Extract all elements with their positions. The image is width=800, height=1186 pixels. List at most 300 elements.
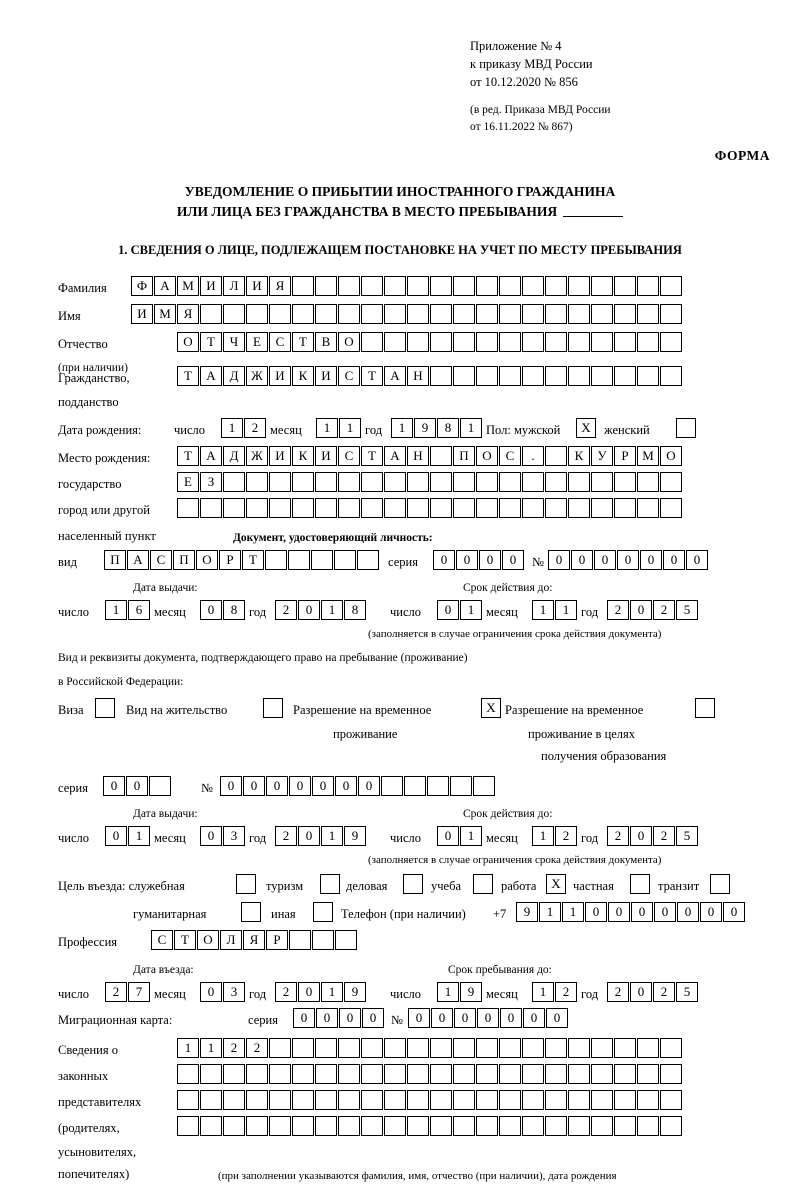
- cell[interactable]: [312, 930, 334, 950]
- cell[interactable]: Ж: [246, 366, 268, 386]
- cell[interactable]: [614, 498, 636, 518]
- birth-month-cells[interactable]: [316, 418, 362, 438]
- cell[interactable]: 0: [312, 776, 334, 796]
- cell[interactable]: [338, 1064, 360, 1084]
- cell[interactable]: 2: [555, 982, 577, 1002]
- profession-cells[interactable]: [151, 930, 358, 950]
- permit-number-cells[interactable]: [220, 776, 496, 796]
- purpose-transit-checkbox[interactable]: [710, 874, 730, 894]
- cell[interactable]: [614, 1116, 636, 1136]
- cell[interactable]: [453, 1116, 475, 1136]
- cell[interactable]: [522, 1038, 544, 1058]
- cell[interactable]: [522, 472, 544, 492]
- cell[interactable]: 0: [454, 1008, 476, 1028]
- cell[interactable]: С: [150, 550, 172, 570]
- cell[interactable]: [476, 472, 498, 492]
- cell[interactable]: [568, 304, 590, 324]
- cell[interactable]: 0: [654, 902, 676, 922]
- entry-day-cells[interactable]: [105, 982, 151, 1002]
- cell[interactable]: [246, 1116, 268, 1136]
- cell[interactable]: И: [200, 276, 222, 296]
- cell[interactable]: 0: [433, 550, 455, 570]
- cell[interactable]: 6: [128, 600, 150, 620]
- cell[interactable]: [453, 276, 475, 296]
- stay-year-cells[interactable]: [607, 982, 699, 1002]
- cell[interactable]: [545, 276, 567, 296]
- cell[interactable]: 0: [358, 776, 380, 796]
- cell[interactable]: А: [200, 446, 222, 466]
- cell[interactable]: 1: [200, 1038, 222, 1058]
- cell[interactable]: [384, 276, 406, 296]
- cell[interactable]: [614, 304, 636, 324]
- cell[interactable]: [292, 472, 314, 492]
- cell[interactable]: 0: [500, 1008, 522, 1028]
- cell[interactable]: 2: [555, 826, 577, 846]
- cell[interactable]: 2: [607, 600, 629, 620]
- doc-issue-day-cells[interactable]: [105, 600, 151, 620]
- cell[interactable]: [223, 472, 245, 492]
- cell[interactable]: 0: [456, 550, 478, 570]
- purpose-other-checkbox[interactable]: [313, 902, 333, 922]
- cell[interactable]: Е: [177, 472, 199, 492]
- cell[interactable]: К: [292, 446, 314, 466]
- cell[interactable]: [407, 304, 429, 324]
- cell[interactable]: 2: [653, 600, 675, 620]
- cell[interactable]: [269, 1090, 291, 1110]
- temp-residence-checkbox[interactable]: X: [481, 698, 501, 718]
- birth-state-cells[interactable]: [177, 446, 683, 466]
- cell[interactable]: [338, 1038, 360, 1058]
- cell[interactable]: [361, 304, 383, 324]
- cell[interactable]: [384, 472, 406, 492]
- cell[interactable]: Р: [614, 446, 636, 466]
- cell[interactable]: [591, 472, 613, 492]
- cell[interactable]: [591, 366, 613, 386]
- cell[interactable]: [522, 498, 544, 518]
- cell[interactable]: Т: [361, 366, 383, 386]
- migration-card-number-cells[interactable]: [408, 1008, 569, 1028]
- cell[interactable]: [499, 472, 521, 492]
- cell[interactable]: [637, 1064, 659, 1084]
- cell[interactable]: [430, 366, 452, 386]
- cell[interactable]: 9: [344, 982, 366, 1002]
- cell[interactable]: [453, 1090, 475, 1110]
- cell[interactable]: 8: [223, 600, 245, 620]
- cell[interactable]: [269, 304, 291, 324]
- legal-rep-cells-1[interactable]: [177, 1038, 683, 1058]
- cell[interactable]: И: [246, 276, 268, 296]
- cell[interactable]: [522, 1090, 544, 1110]
- cell[interactable]: [177, 1116, 199, 1136]
- cell[interactable]: М: [154, 304, 176, 324]
- cell[interactable]: 1: [555, 600, 577, 620]
- cell[interactable]: [660, 1090, 682, 1110]
- cell[interactable]: [407, 1064, 429, 1084]
- cell[interactable]: 0: [362, 1008, 384, 1028]
- cell[interactable]: Я: [243, 930, 265, 950]
- cell[interactable]: [522, 366, 544, 386]
- purpose-study-checkbox[interactable]: [473, 874, 493, 894]
- citizenship-cells[interactable]: [177, 366, 683, 386]
- cell[interactable]: [269, 1116, 291, 1136]
- cell[interactable]: З: [200, 472, 222, 492]
- cell[interactable]: [223, 498, 245, 518]
- cell[interactable]: [246, 498, 268, 518]
- cell[interactable]: [407, 332, 429, 352]
- cell[interactable]: [476, 1116, 498, 1136]
- cell[interactable]: [591, 1116, 613, 1136]
- cell[interactable]: [407, 276, 429, 296]
- cell[interactable]: 0: [479, 550, 501, 570]
- cell[interactable]: 1: [460, 826, 482, 846]
- cell[interactable]: [315, 1116, 337, 1136]
- cell[interactable]: [292, 276, 314, 296]
- cell[interactable]: 0: [523, 1008, 545, 1028]
- permit-issue-month-cells[interactable]: [200, 826, 246, 846]
- cell[interactable]: [614, 1038, 636, 1058]
- cell[interactable]: [246, 472, 268, 492]
- cell[interactable]: [522, 276, 544, 296]
- birth-city-cells-1[interactable]: [177, 472, 683, 492]
- cell[interactable]: [637, 498, 659, 518]
- cell[interactable]: [591, 276, 613, 296]
- cell[interactable]: 5: [676, 982, 698, 1002]
- cell[interactable]: [311, 550, 333, 570]
- cell[interactable]: [545, 1090, 567, 1110]
- cell[interactable]: 0: [431, 1008, 453, 1028]
- cell[interactable]: [614, 366, 636, 386]
- cell[interactable]: В: [315, 332, 337, 352]
- cell[interactable]: С: [269, 332, 291, 352]
- cell[interactable]: Ч: [223, 332, 245, 352]
- cell[interactable]: [637, 332, 659, 352]
- cell[interactable]: И: [131, 304, 153, 324]
- cell[interactable]: [453, 1064, 475, 1084]
- cell[interactable]: 0: [700, 902, 722, 922]
- cell[interactable]: 0: [546, 1008, 568, 1028]
- cell[interactable]: М: [177, 276, 199, 296]
- cell[interactable]: 0: [663, 550, 685, 570]
- cell[interactable]: [637, 472, 659, 492]
- cell[interactable]: 1: [539, 902, 561, 922]
- cell[interactable]: 0: [126, 776, 148, 796]
- doc-valid-year-cells[interactable]: [607, 600, 699, 620]
- cell[interactable]: [476, 1038, 498, 1058]
- purpose-business-checkbox[interactable]: [403, 874, 423, 894]
- cell[interactable]: 0: [200, 826, 222, 846]
- cell[interactable]: 0: [617, 550, 639, 570]
- sex-female-checkbox[interactable]: [676, 418, 696, 438]
- doc-kind-cells[interactable]: [104, 550, 380, 570]
- cell[interactable]: 0: [335, 776, 357, 796]
- cell[interactable]: [476, 276, 498, 296]
- cell[interactable]: [545, 1064, 567, 1084]
- cell[interactable]: [591, 1064, 613, 1084]
- cell[interactable]: [614, 276, 636, 296]
- cell[interactable]: 1: [321, 982, 343, 1002]
- patronymic-cells[interactable]: [177, 332, 683, 352]
- cell[interactable]: [637, 1038, 659, 1058]
- cell[interactable]: 1: [321, 826, 343, 846]
- cell[interactable]: [473, 776, 495, 796]
- permit-valid-month-cells[interactable]: [532, 826, 578, 846]
- cell[interactable]: Д: [223, 446, 245, 466]
- cell[interactable]: 0: [630, 826, 652, 846]
- cell[interactable]: 0: [677, 902, 699, 922]
- cell[interactable]: 2: [607, 826, 629, 846]
- cell[interactable]: [522, 304, 544, 324]
- cell[interactable]: [660, 1038, 682, 1058]
- cell[interactable]: [265, 550, 287, 570]
- cell[interactable]: 1: [316, 418, 338, 438]
- cell[interactable]: 0: [298, 982, 320, 1002]
- cell[interactable]: 0: [293, 1008, 315, 1028]
- cell[interactable]: [315, 276, 337, 296]
- cell[interactable]: [338, 1116, 360, 1136]
- permit-series-cells[interactable]: [103, 776, 172, 796]
- cell[interactable]: 0: [585, 902, 607, 922]
- cell[interactable]: [338, 498, 360, 518]
- legal-rep-cells-3[interactable]: [177, 1090, 683, 1110]
- cell[interactable]: [568, 498, 590, 518]
- cell[interactable]: 1: [437, 982, 459, 1002]
- cell[interactable]: 9: [414, 418, 436, 438]
- cell[interactable]: С: [338, 446, 360, 466]
- cell[interactable]: [200, 1090, 222, 1110]
- cell[interactable]: 1: [221, 418, 243, 438]
- cell[interactable]: [292, 304, 314, 324]
- cell[interactable]: 9: [460, 982, 482, 1002]
- cell[interactable]: [476, 304, 498, 324]
- cell[interactable]: 0: [548, 550, 570, 570]
- permit-issue-year-cells[interactable]: [275, 826, 367, 846]
- cell[interactable]: [522, 1116, 544, 1136]
- cell[interactable]: [269, 1038, 291, 1058]
- legal-rep-cells-4[interactable]: [177, 1116, 683, 1136]
- cell[interactable]: [568, 332, 590, 352]
- cell[interactable]: [223, 304, 245, 324]
- cell[interactable]: [288, 550, 310, 570]
- cell[interactable]: Т: [242, 550, 264, 570]
- cell[interactable]: [200, 304, 222, 324]
- cell[interactable]: 2: [653, 826, 675, 846]
- cell[interactable]: [292, 1064, 314, 1084]
- cell[interactable]: 0: [298, 826, 320, 846]
- cell[interactable]: [361, 1038, 383, 1058]
- cell[interactable]: [430, 1064, 452, 1084]
- cell[interactable]: П: [453, 446, 475, 466]
- cell[interactable]: [223, 1116, 245, 1136]
- cell[interactable]: [407, 472, 429, 492]
- cell[interactable]: 0: [571, 550, 593, 570]
- cell[interactable]: [246, 1064, 268, 1084]
- cell[interactable]: А: [127, 550, 149, 570]
- cell[interactable]: [357, 550, 379, 570]
- cell[interactable]: [453, 304, 475, 324]
- cell[interactable]: К: [292, 366, 314, 386]
- cell[interactable]: Я: [269, 276, 291, 296]
- cell[interactable]: 1: [562, 902, 584, 922]
- cell[interactable]: Т: [177, 366, 199, 386]
- cell[interactable]: К: [568, 446, 590, 466]
- cell[interactable]: Л: [223, 276, 245, 296]
- cell[interactable]: Л: [220, 930, 242, 950]
- cell[interactable]: [637, 304, 659, 324]
- cell[interactable]: [404, 776, 426, 796]
- cell[interactable]: [476, 1090, 498, 1110]
- cell[interactable]: А: [384, 366, 406, 386]
- cell[interactable]: [568, 276, 590, 296]
- cell[interactable]: [476, 498, 498, 518]
- cell[interactable]: 1: [105, 600, 127, 620]
- cell[interactable]: 0: [200, 600, 222, 620]
- cell[interactable]: [200, 498, 222, 518]
- cell[interactable]: [361, 276, 383, 296]
- cell[interactable]: [568, 366, 590, 386]
- cell[interactable]: Ф: [131, 276, 153, 296]
- cell[interactable]: [338, 472, 360, 492]
- cell[interactable]: [200, 1116, 222, 1136]
- cell[interactable]: [269, 1064, 291, 1084]
- cell[interactable]: [568, 1116, 590, 1136]
- cell[interactable]: [361, 472, 383, 492]
- cell[interactable]: Т: [292, 332, 314, 352]
- cell[interactable]: [246, 1090, 268, 1110]
- cell[interactable]: [453, 498, 475, 518]
- cell[interactable]: [381, 776, 403, 796]
- cell[interactable]: [361, 1090, 383, 1110]
- cell[interactable]: А: [154, 276, 176, 296]
- cell[interactable]: 0: [200, 982, 222, 1002]
- cell[interactable]: 2: [275, 826, 297, 846]
- cell[interactable]: 0: [640, 550, 662, 570]
- cell[interactable]: А: [200, 366, 222, 386]
- cell[interactable]: 5: [676, 826, 698, 846]
- cell[interactable]: [545, 1038, 567, 1058]
- cell[interactable]: Н: [407, 366, 429, 386]
- cell[interactable]: [637, 366, 659, 386]
- cell[interactable]: 2: [223, 1038, 245, 1058]
- cell[interactable]: И: [315, 446, 337, 466]
- cell[interactable]: С: [499, 446, 521, 466]
- cell[interactable]: [545, 304, 567, 324]
- cell[interactable]: [315, 498, 337, 518]
- cell[interactable]: [499, 498, 521, 518]
- cell[interactable]: [407, 498, 429, 518]
- cell[interactable]: 0: [686, 550, 708, 570]
- cell[interactable]: 2: [275, 982, 297, 1002]
- cell[interactable]: [289, 930, 311, 950]
- cell[interactable]: [338, 1090, 360, 1110]
- cell[interactable]: [384, 1064, 406, 1084]
- cell[interactable]: 0: [630, 982, 652, 1002]
- cell[interactable]: [338, 304, 360, 324]
- cell[interactable]: [522, 332, 544, 352]
- cell[interactable]: 2: [105, 982, 127, 1002]
- cell[interactable]: 0: [502, 550, 524, 570]
- cell[interactable]: [568, 1064, 590, 1084]
- cell[interactable]: [637, 1116, 659, 1136]
- cell[interactable]: П: [173, 550, 195, 570]
- cell[interactable]: [660, 366, 682, 386]
- cell[interactable]: [430, 498, 452, 518]
- cell[interactable]: М: [637, 446, 659, 466]
- cell[interactable]: С: [151, 930, 173, 950]
- cell[interactable]: [660, 304, 682, 324]
- phone-cells[interactable]: [516, 902, 746, 922]
- cell[interactable]: [499, 1116, 521, 1136]
- name-cells[interactable]: [131, 304, 683, 324]
- cell[interactable]: 9: [344, 826, 366, 846]
- doc-issue-year-cells[interactable]: [275, 600, 367, 620]
- cell[interactable]: [223, 1064, 245, 1084]
- cell[interactable]: О: [197, 930, 219, 950]
- cell[interactable]: [430, 304, 452, 324]
- cell[interactable]: [499, 366, 521, 386]
- cell[interactable]: [453, 1038, 475, 1058]
- doc-series-cells[interactable]: [433, 550, 525, 570]
- cell[interactable]: Т: [200, 332, 222, 352]
- cell[interactable]: [223, 1090, 245, 1110]
- doc-issue-month-cells[interactable]: [200, 600, 246, 620]
- cell[interactable]: [384, 1038, 406, 1058]
- cell[interactable]: 1: [532, 982, 554, 1002]
- cell[interactable]: [430, 446, 452, 466]
- cell[interactable]: [430, 276, 452, 296]
- cell[interactable]: [292, 1116, 314, 1136]
- cell[interactable]: [591, 332, 613, 352]
- cell[interactable]: [637, 276, 659, 296]
- cell[interactable]: [384, 498, 406, 518]
- cell[interactable]: [499, 1064, 521, 1084]
- cell[interactable]: 0: [105, 826, 127, 846]
- cell[interactable]: [476, 332, 498, 352]
- cell[interactable]: [614, 332, 636, 352]
- cell[interactable]: [614, 1064, 636, 1084]
- cell[interactable]: [315, 1090, 337, 1110]
- cell[interactable]: [568, 472, 590, 492]
- cell[interactable]: [384, 332, 406, 352]
- cell[interactable]: [545, 498, 567, 518]
- cell[interactable]: [430, 1090, 452, 1110]
- cell[interactable]: Д: [223, 366, 245, 386]
- cell[interactable]: [292, 1038, 314, 1058]
- cell[interactable]: [292, 1090, 314, 1110]
- cell[interactable]: 2: [246, 1038, 268, 1058]
- cell[interactable]: [614, 472, 636, 492]
- cell[interactable]: [177, 1064, 199, 1084]
- cell[interactable]: [407, 1090, 429, 1110]
- cell[interactable]: 2: [244, 418, 266, 438]
- cell[interactable]: [660, 1064, 682, 1084]
- cell[interactable]: 9: [516, 902, 538, 922]
- cell[interactable]: О: [177, 332, 199, 352]
- cell[interactable]: 5: [676, 600, 698, 620]
- cell[interactable]: 0: [723, 902, 745, 922]
- stay-day-cells[interactable]: [437, 982, 483, 1002]
- cell[interactable]: [334, 550, 356, 570]
- cell[interactable]: [476, 1064, 498, 1084]
- cell[interactable]: [660, 472, 682, 492]
- cell[interactable]: [545, 446, 567, 466]
- cell[interactable]: И: [315, 366, 337, 386]
- cell[interactable]: Т: [174, 930, 196, 950]
- cell[interactable]: [384, 304, 406, 324]
- cell[interactable]: .: [522, 446, 544, 466]
- cell[interactable]: 1: [391, 418, 413, 438]
- edu-residence-checkbox[interactable]: [695, 698, 715, 718]
- permit-valid-day-cells[interactable]: [437, 826, 483, 846]
